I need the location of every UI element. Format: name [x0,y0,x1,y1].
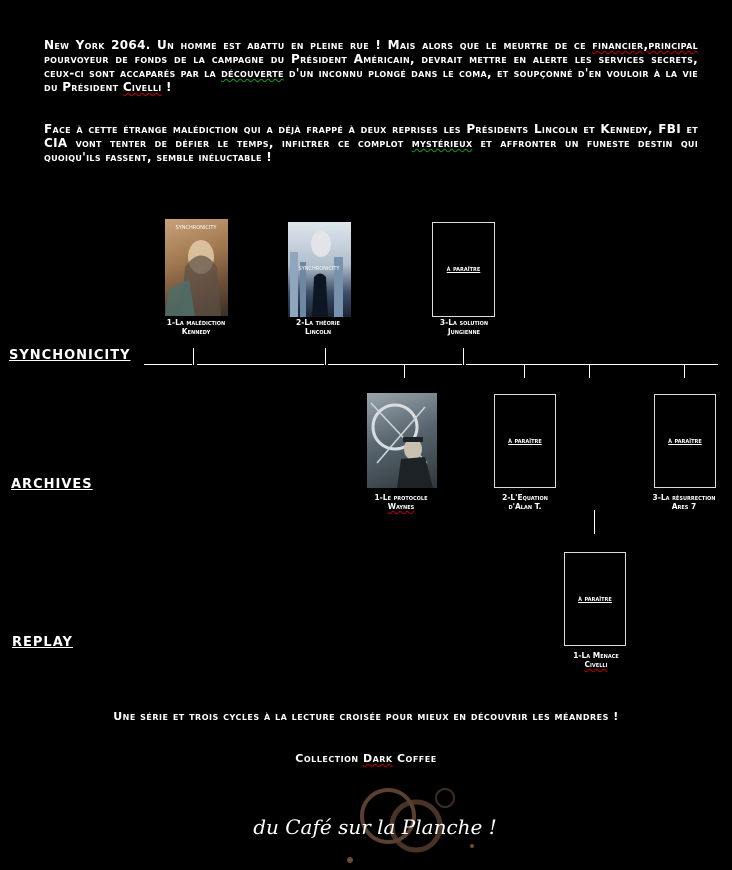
caption-civelli [550,651,642,669]
collection-text: Dark [362,752,393,765]
timeline-tick [193,348,194,365]
cycle-link-synchonicity[interactable]: SYNCHONICITY [9,348,131,363]
cover-pending-alan[interactable] [494,394,556,488]
collection-name [0,752,732,765]
caption-jungienne [418,318,510,336]
cover-lincoln[interactable] [288,222,351,317]
cover-title: SYNCHRONICITY [175,225,217,231]
cover-pending-civelli[interactable] [564,552,626,646]
caption-ares [636,493,732,511]
collection-text: Collection [295,752,363,765]
caption-alan [479,493,571,511]
timeline-tick [325,348,326,365]
timeline-tick [524,365,525,378]
cover-title: SYNCHRONICITY [298,266,340,272]
cover-pending-jungienne[interactable] [432,222,495,317]
logo-text: du Café sur la Planche ! [253,815,497,839]
intro-paragraph-2 [44,122,698,164]
cover-protocole-waynes[interactable] [367,393,437,488]
caption-line: 2-L'Equation [502,493,548,502]
intro-text: d'un inconnu plongé dans le coma, et soupçonné d'en vouloir à la vie du Président [44,66,698,94]
intro-text: Civelli [122,80,162,94]
cycle-link-archives[interactable]: ARCHIVES [11,477,93,492]
caption-line: Waynes [387,502,415,511]
timeline-tick [589,365,590,378]
intro-text: financier,principal [592,38,698,52]
cycle-link-replay[interactable]: REPLAY [12,635,73,650]
cafe-logo [240,776,510,870]
caption-line: Ares 7 [671,502,697,511]
caption-line: 2-La théorie [296,318,340,327]
timeline-line [466,364,718,365]
caption-line: 1-La malédiction [166,318,226,327]
cover-protocole-art [367,393,437,488]
intro-text: pourvoyeur de fonds de la campagne du Président Américain, devrait mettre en alerte les services secrets, ceux-ci sont accaparés par la [44,52,698,80]
intro-text: découverte [221,66,284,80]
cover-kennedy-art [165,219,228,316]
intro-text: ! [161,80,172,94]
collection-text: Coffee [392,752,437,765]
pending-label: à paraître [668,437,702,445]
intro-paragraph-1 [44,38,698,94]
timeline-tick [404,365,405,378]
timeline-line [197,364,324,365]
timeline-connector [594,510,595,534]
caption-lincoln [272,318,364,336]
caption-line: 3-La résurrection [652,493,716,502]
intro-text: mystérieux [411,136,473,150]
intro-text: et affronter un funeste destin qui quoiqu'ils fassent, semble inéluctable ! [44,136,698,164]
caption-line: Civelli [584,660,608,669]
caption-line: d'Alan T. [508,502,542,511]
caption-line: 1-La Menace [573,651,619,660]
caption-line: Jungienne [447,327,481,336]
timeline-line [328,364,462,365]
pending-label: à paraître [508,437,542,445]
cover-kennedy[interactable] [165,219,228,316]
timeline-tick [463,348,464,365]
caption-line: Lincoln [304,327,332,336]
timeline-tick [684,365,685,378]
pending-label: à paraître [578,595,612,603]
intro-text: New York 2064. Un homme est abattu en pleine rue ! Mais alors que le meurtre de ce [44,38,593,52]
timeline-line [144,364,192,365]
intro-text: Face à cette étrange malédiction qui a déjà frappé à deux reprises les Présidents Lincoln et Kennedy, FBI et CIA vont tenter de défier le temps, infiltrer ce complot [44,122,698,150]
caption-line: 3-La solution [439,318,489,327]
caption-line: 1-Le protocole [374,493,428,502]
caption-kennedy [150,318,242,336]
footer-tagline: Une série et trois cycles à la lecture croisée pour mieux en découvrir les méandres ! [113,710,619,723]
caption-protocole [355,493,447,511]
caption-line: Kennedy [181,327,211,336]
cover-lincoln-art [288,222,351,317]
cover-pending-ares[interactable] [654,394,716,488]
pending-label: à paraître [446,265,481,273]
